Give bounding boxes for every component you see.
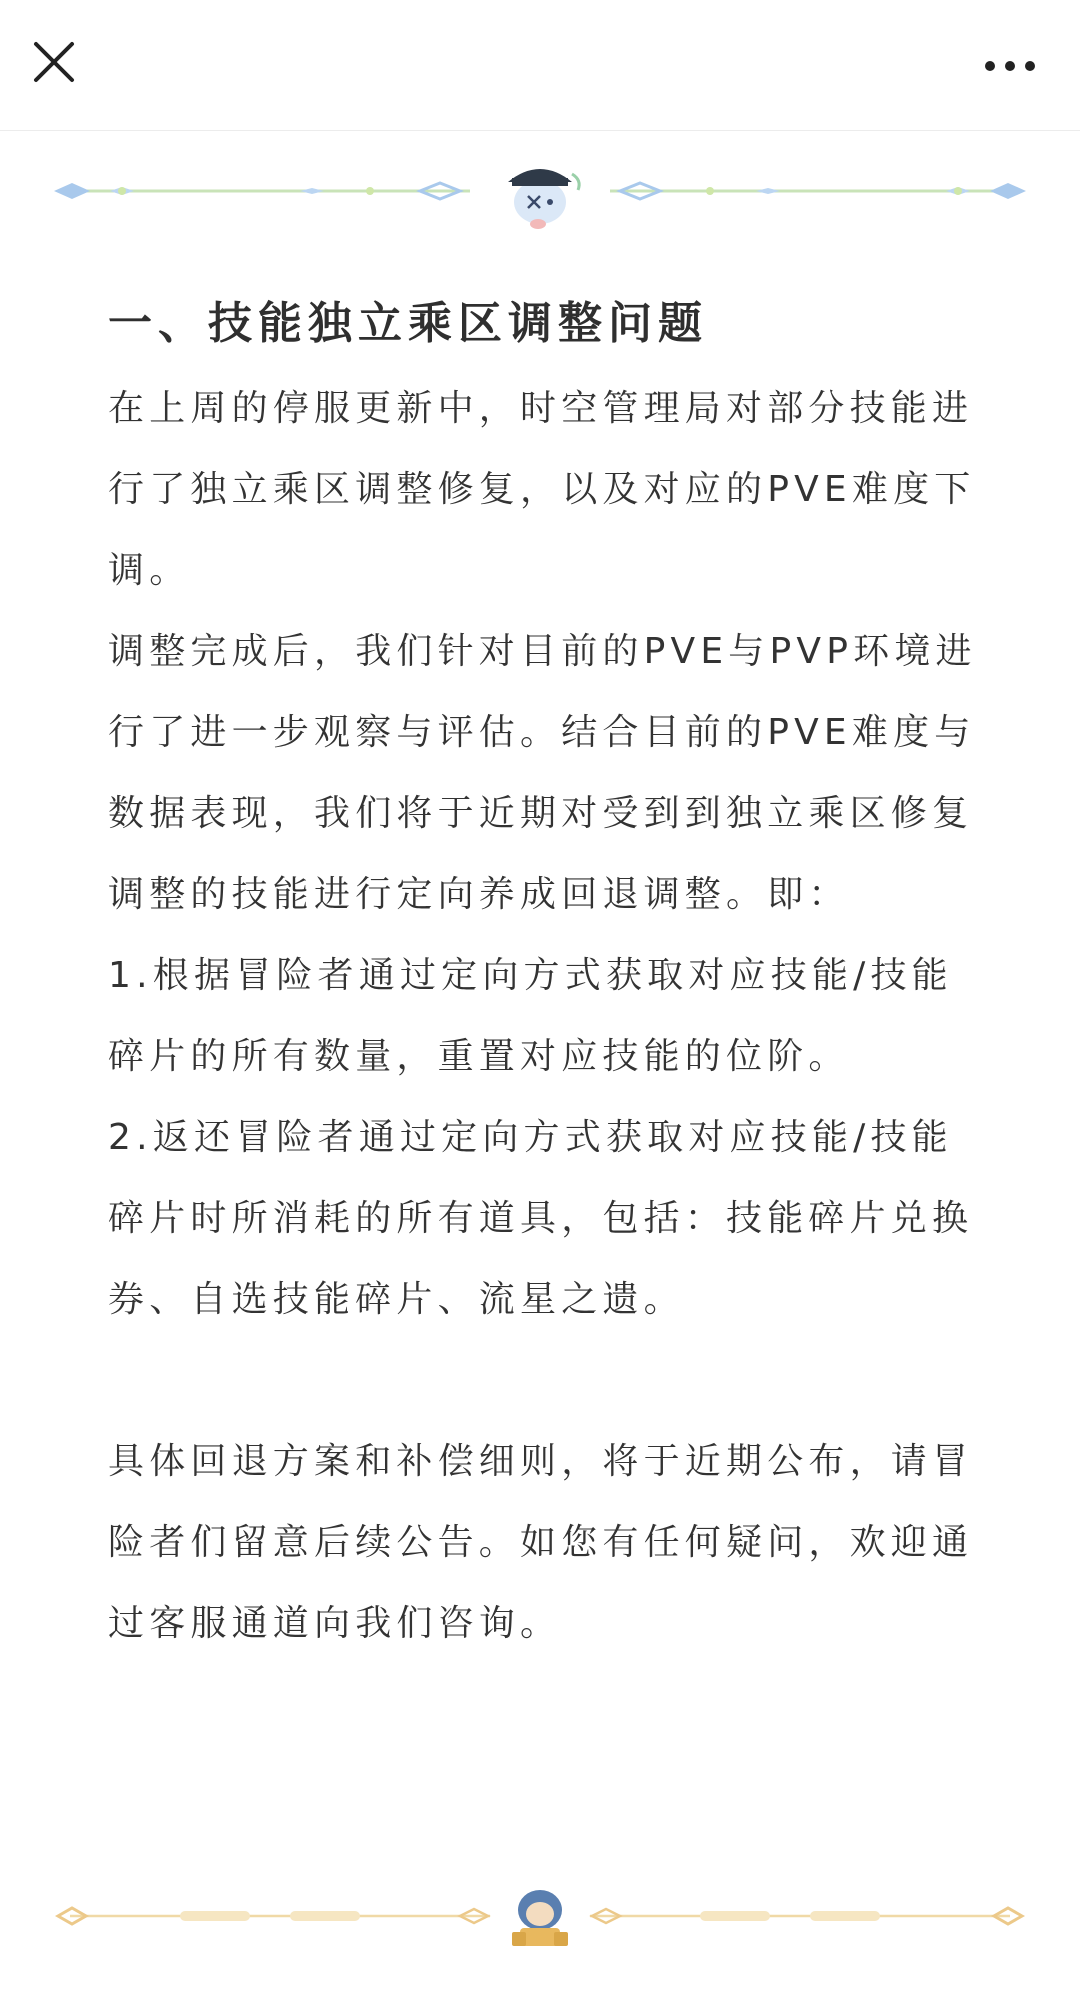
article-paragraph-1: 在上周的停服更新中，时空管理局对部分技能进行了独立乘区调整修复，以及对应的PVE难度下调。 [108, 388, 976, 591]
article-list-item-2: 2.返还冒险者通过定向方式获取对应技能/技能碎片时所消耗的所有道具，包括：技能碎片兑换券、自选技能碎片、流星之遗。 [108, 1117, 974, 1320]
article-list-item-1: 1.根据冒险者通过定向方式获取对应技能/技能碎片的所有数量，重置对应技能的位阶。 [108, 955, 953, 1077]
paragraph-spacer [108, 1340, 988, 1421]
article-heading: 一、技能独立乘区调整问题 [108, 298, 708, 349]
article-content [108, 282, 988, 1664]
ornament-divider-icon [50, 150, 1030, 230]
article-paragraph-2: 调整完成后，我们针对目前的PVE与PVP环境进行了进一步观察与评估。结合目前的PVE难度与数据表现，我们将于近期对受到到独立乘区修复调整的技能进行定向养成回退调整。即： [108, 631, 977, 915]
top-decorative-divider [50, 150, 1030, 230]
bottom-decorative-divider [50, 1874, 1030, 1954]
ornament-divider-icon [50, 1874, 1030, 1954]
article-closing-paragraph: 具体回退方案和补偿细则，将于近期公布，请冒险者们留意后续公告。如您有任何疑问，欢迎通过客服通道向我们咨询。 [108, 1441, 974, 1644]
close-button[interactable] [28, 36, 80, 88]
more-options-button[interactable] [980, 46, 1040, 86]
more-icon [980, 46, 1040, 86]
close-icon [28, 36, 80, 88]
top-bar [0, 0, 1080, 131]
